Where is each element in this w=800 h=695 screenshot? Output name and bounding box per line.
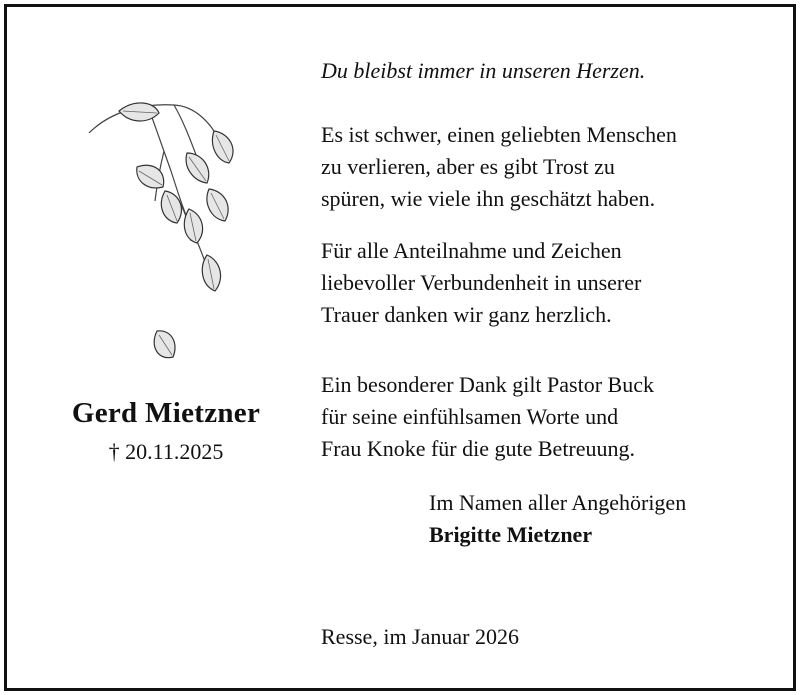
message-paragraph-1: [321, 119, 677, 215]
death-date: † 20.11.2025: [108, 439, 224, 464]
obituary-card: [4, 4, 796, 691]
deceased-name: Gerd Mietzner: [71, 397, 261, 429]
signer-name: Brigitte Mietzner: [429, 522, 593, 547]
message-paragraph-2: [321, 235, 641, 331]
paragraph-line: für seine einfühlsamen Worte und: [321, 404, 619, 429]
birch-leaves-branch-icon: [79, 91, 259, 381]
left-column: [7, 7, 307, 688]
paragraph-line: Ein besonderer Dank gilt Pastor Buck: [321, 372, 654, 397]
paragraph-line: Für alle Anteilnahme und Zeichen: [321, 238, 622, 263]
on-behalf-line: Im Namen aller Angehörigen: [429, 490, 687, 515]
paragraph-line: Frau Knoke für die gute Betreuung.: [321, 436, 636, 461]
paragraph-line: zu verlieren, aber es gibt Trost zu: [321, 154, 615, 179]
right-column: [321, 7, 781, 688]
motto-line: Du bleibst immer in unseren Herzen.: [321, 58, 646, 83]
paragraph-line: spüren, wie viele ihn geschätzt haben.: [321, 186, 656, 211]
paragraph-line: Trauer danken wir ganz herzlich.: [321, 302, 612, 327]
place-date: Resse, im Januar 2026: [321, 624, 519, 649]
closing-block: [429, 487, 686, 551]
paragraph-line: Es ist schwer, einen geliebten Menschen: [321, 122, 677, 147]
message-paragraph-3: [321, 369, 654, 465]
paragraph-line: liebevoller Verbundenheit in unserer: [321, 270, 642, 295]
